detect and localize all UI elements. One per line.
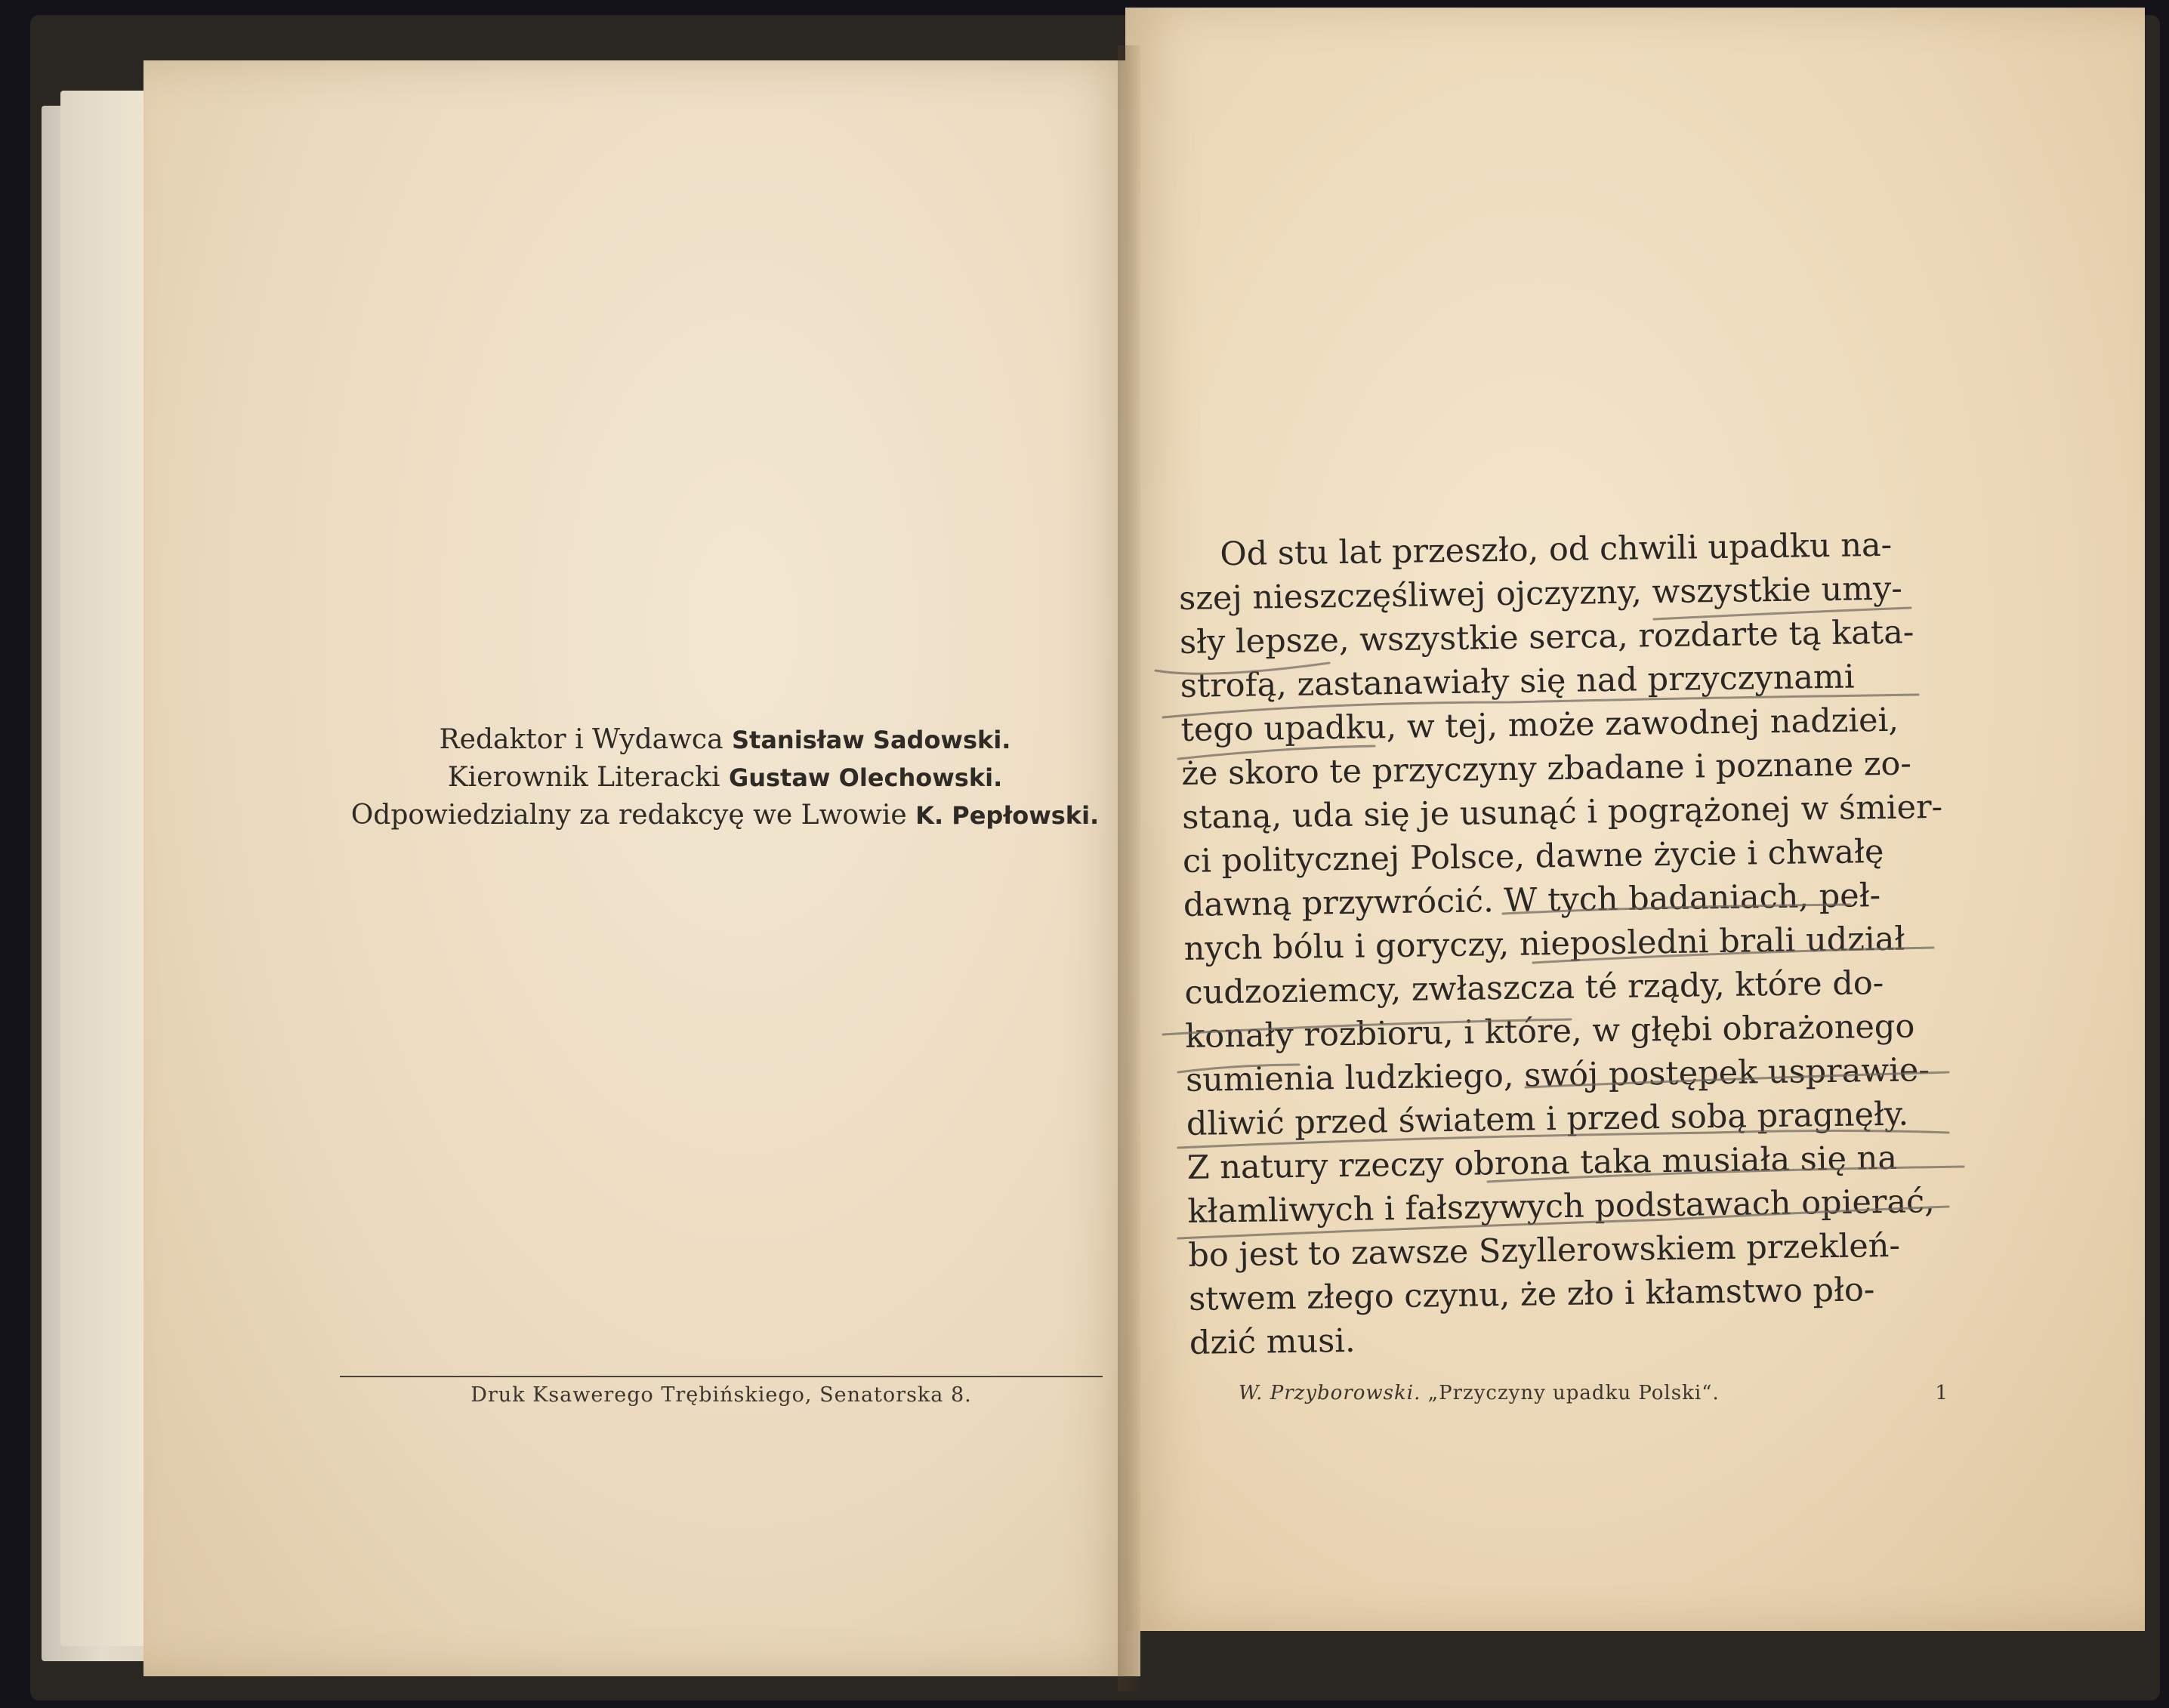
- text-line: sumienia ludzkiego, swój postępek usprawie-: [1185, 1051, 1930, 1099]
- text-line: że skoro te przyczyny zbadane i poznane zo-: [1181, 745, 1912, 793]
- text-line: dzić musi.: [1189, 1321, 1356, 1362]
- book-gutter: [1118, 45, 1140, 1691]
- text-line: szej nieszczęśliwej ojczyzny, wszystkie umy-: [1178, 569, 1903, 618]
- printer-credit: Druk Ksawerego Trębińskiego, Senatorska 8.: [471, 1383, 972, 1407]
- imprint-line: [347, 797, 1103, 834]
- running-footer: [1239, 1382, 1948, 1404]
- imprint-role: Redaktor i Wydawca: [439, 724, 724, 755]
- text-line: Od stu lat przeszło, od chwili upadku na-: [1220, 526, 1893, 574]
- imprint-name: Gustaw Olechowski.: [728, 763, 1003, 792]
- body-paragraph: [1178, 522, 1982, 1365]
- footer-title: „Przyczyny upadku Polski“.: [1427, 1382, 1720, 1404]
- left-page: [143, 60, 1140, 1676]
- imprint-name: K. Pepłowski.: [915, 801, 1100, 830]
- text-line: dliwić przed światem i przed sobą pragnęły.: [1186, 1095, 1909, 1143]
- text-line: sły lepsze, wszystkie serca, rozdarte tą kata-: [1179, 613, 1914, 661]
- text-line: dawną przywrócić. W tych badaniach, peł-: [1183, 877, 1881, 924]
- imprint-name: Stanisław Sadowski.: [731, 726, 1011, 754]
- text-line: kłamliwych i fałszywych podstawach opierać,: [1187, 1182, 1936, 1231]
- text-line: staną, uda się je usunąć i pogrążonej w śmier-: [1181, 788, 1943, 837]
- text-line: strofą, zastanawiały się nad przyczynami: [1180, 658, 1855, 705]
- imprint-role: Kierownik Literacki: [447, 762, 720, 793]
- printer-rule: [340, 1376, 1103, 1377]
- text-line: tego upadku, w tej, może zawodnej nadziei,: [1180, 701, 1899, 749]
- text-line: nych bólu i goryczy, nieposledni brali udział: [1183, 920, 1905, 968]
- text-line: cudzoziemcy, zwłaszcza té rządy, które do-: [1184, 964, 1884, 1012]
- imprint-line: [347, 759, 1103, 797]
- footer-author: W. Przyborowski.: [1239, 1382, 1421, 1404]
- text-line: stwem złego czynu, że zło i kłamstwo pło-: [1188, 1271, 1875, 1318]
- imprint-role: Odpowiedzialny za redakcyę we Lwowie: [350, 800, 907, 831]
- imprint-line: [347, 721, 1103, 759]
- imprint-block: [347, 721, 1103, 834]
- text-line: konały rozbioru, i które, w głębi obrażonego: [1184, 1007, 1915, 1056]
- text-line: Z natury rzeczy obrona taka musiała się na: [1186, 1139, 1898, 1187]
- text-line: bo jest to zawsze Szyllerowskiem przekleń-: [1188, 1226, 1901, 1275]
- text-line: ci politycznej Polsce, dawne życie i chwałę: [1182, 832, 1884, 880]
- page-number: 1: [1935, 1382, 1948, 1404]
